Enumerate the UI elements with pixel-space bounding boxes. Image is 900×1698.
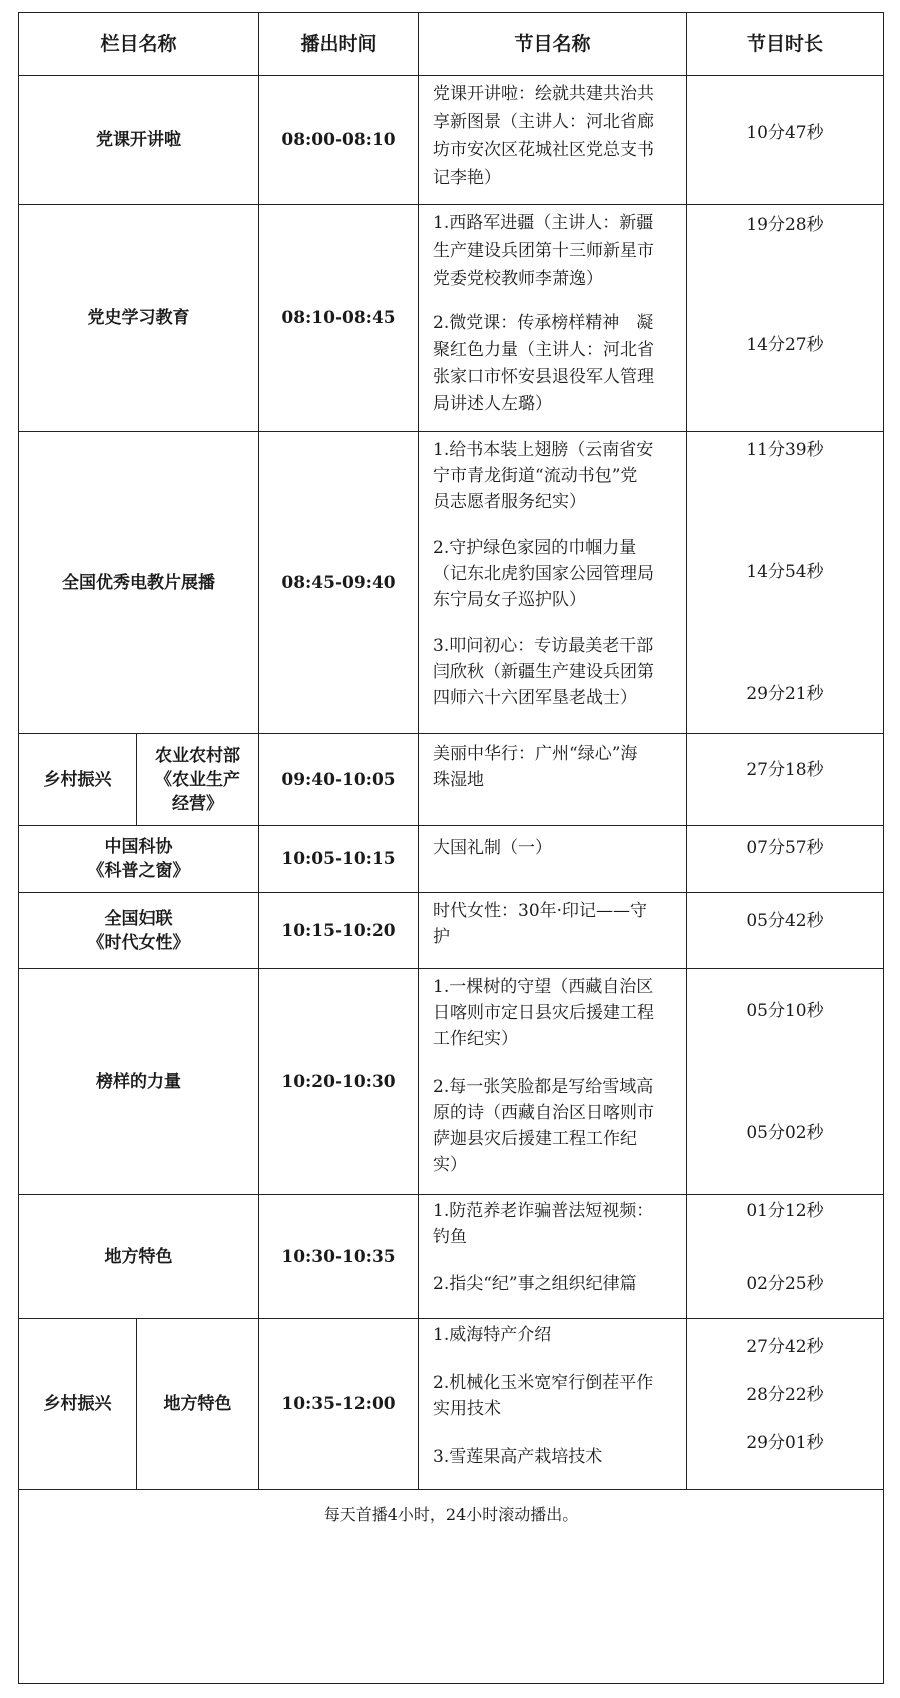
program-line: （记东北虎豹国家公园管理局 <box>433 564 654 584</box>
column-name-line: 中国科协 <box>104 837 173 857</box>
program-cell <box>419 968 687 1194</box>
program-cell <box>419 1194 687 1318</box>
column-name-cell <box>19 431 259 733</box>
program-line: 2.每一张笑脸都是写给雪域高 <box>433 1077 654 1097</box>
duration-cell <box>687 968 883 1194</box>
program-line: 萨迦县灾后援建工程工作纪 <box>433 1129 637 1149</box>
header-program-name <box>419 13 687 75</box>
duration-text: 01分12秒 <box>746 1201 824 1221</box>
duration-text: 05分42秒 <box>746 911 824 931</box>
program-line: 2.指尖“纪”事之组织纪律篇 <box>433 1274 637 1294</box>
subcolumn-line: 《农业生产 <box>155 769 240 790</box>
program-line: 3.叩问初心：专访最美老干部 <box>433 636 654 656</box>
duration-text: 29分01秒 <box>746 1433 824 1453</box>
column-name: 党课开讲啦 <box>96 130 181 150</box>
air-time-cell <box>259 733 419 825</box>
air-time-cell <box>259 431 419 733</box>
program-line: 3.雪莲果高产栽培技术 <box>433 1447 603 1467</box>
program-line: 2.机械化玉米宽窄行倒茬平作 <box>433 1373 654 1393</box>
subcolumn-name: 地方特色 <box>163 1394 232 1414</box>
column-name-line: 全国妇联 <box>104 908 173 929</box>
program-line: 实） <box>433 1155 467 1175</box>
duration-cell <box>687 75 883 204</box>
program-line: 生产建设兵团第十三师新星市 <box>433 241 654 261</box>
header-text: 播出时间 <box>300 33 377 55</box>
program-line: 美丽中华行：广州“绿心”海 <box>433 744 638 764</box>
subcolumn-name-cell <box>137 733 259 825</box>
duration-text: 14分54秒 <box>746 562 824 582</box>
column-name-cell <box>19 968 259 1194</box>
duration-text: 29分21秒 <box>746 684 824 704</box>
air-time: 08:00-08:10 <box>281 130 396 150</box>
duration-text: 11分39秒 <box>746 440 824 460</box>
program-cell <box>419 1318 687 1489</box>
duration-cell <box>687 1318 883 1489</box>
subcolumn-name-cell <box>137 1318 259 1489</box>
duration-text: 27分42秒 <box>746 1337 824 1357</box>
air-time-cell <box>259 892 419 968</box>
duration-text: 19分28秒 <box>746 215 824 235</box>
duration-cell <box>687 431 883 733</box>
program-line: 聚红色力量（主讲人：河北省 <box>433 340 654 360</box>
column-name-cell <box>19 204 259 431</box>
subcolumn-line: 农业农村部 <box>155 745 240 766</box>
column-name: 地方特色 <box>104 1246 173 1267</box>
program-line: 享新图景（主讲人：河北省廊 <box>433 112 654 132</box>
column-name: 全国优秀电教片展播 <box>62 572 215 593</box>
program-line: 日喀则市定日县灾后援建工程 <box>433 1003 654 1023</box>
subcolumn-line: 经营》 <box>172 793 223 814</box>
program-line: 1.威海特产介绍 <box>433 1325 552 1345</box>
air-time: 08:45-09:40 <box>281 572 396 593</box>
air-time-cell <box>259 1194 419 1318</box>
air-time: 08:10-08:45 <box>281 308 396 328</box>
column-name-cell <box>19 733 137 825</box>
program-line: 1.给书本装上翅膀（云南省安 <box>433 440 654 460</box>
duration-cell <box>687 825 883 892</box>
program-line: 大国礼制（一） <box>433 838 552 858</box>
duration-text: 02分25秒 <box>746 1274 824 1294</box>
duration-text: 14分27秒 <box>746 335 824 355</box>
footer-note <box>19 1489 883 1539</box>
duration-cell <box>687 733 883 825</box>
program-line: 闫欣秋（新疆生产建设兵团第 <box>433 662 654 682</box>
program-line: 钓鱼 <box>433 1227 467 1247</box>
program-cell <box>419 204 687 431</box>
air-time-cell <box>259 75 419 204</box>
duration-cell <box>687 204 883 431</box>
header-duration <box>687 13 883 75</box>
program-line: 实用技术 <box>433 1399 501 1419</box>
duration-text: 10分47秒 <box>746 123 824 143</box>
duration-text: 28分22秒 <box>746 1385 824 1405</box>
air-time-cell <box>259 825 419 892</box>
duration-text: 05分10秒 <box>746 1001 824 1021</box>
duration-cell <box>687 1194 883 1318</box>
column-name: 党史学习教育 <box>87 308 190 328</box>
program-cell <box>419 733 687 825</box>
program-line: 员志愿者服务纪实） <box>433 492 586 512</box>
air-time: 10:35-12:00 <box>281 1394 396 1414</box>
header-text: 节目时长 <box>746 33 823 55</box>
air-time: 10:05-10:15 <box>281 849 396 869</box>
program-cell <box>419 75 687 204</box>
program-line: 护 <box>433 927 450 947</box>
program-line: 珠湿地 <box>433 770 484 790</box>
column-name-line: 《科普之窗》 <box>87 861 190 881</box>
header-air-time <box>259 13 419 75</box>
program-cell <box>419 892 687 968</box>
column-name-cell <box>19 825 259 892</box>
program-line: 党委党校教师李萧逸） <box>433 269 603 289</box>
program-line: 2.微党课：传承榜样精神 凝 <box>433 313 654 333</box>
program-line: 局讲述人左璐） <box>433 394 552 414</box>
air-time: 09:40-10:05 <box>281 769 396 790</box>
header-text: 栏目名称 <box>100 33 177 55</box>
air-time: 10:15-10:20 <box>281 920 396 941</box>
column-name-cell <box>19 1194 259 1318</box>
column-name: 乡村振兴 <box>43 769 112 790</box>
program-cell <box>419 431 687 733</box>
column-name-cell <box>19 1318 137 1489</box>
footer-text: 每天首播4小时，24小时滚动播出。 <box>323 1504 579 1524</box>
air-time-cell <box>259 1318 419 1489</box>
duration-text: 27分18秒 <box>746 760 824 780</box>
program-cell <box>419 825 687 892</box>
air-time: 10:30-10:35 <box>281 1246 396 1267</box>
duration-cell <box>687 892 883 968</box>
column-name-cell <box>19 75 259 204</box>
program-line: 时代女性：30年·印记——守 <box>433 901 648 921</box>
header-text: 节目名称 <box>514 33 591 55</box>
header-column-name <box>19 13 259 75</box>
program-line: 1.西路军进疆（主讲人：新疆 <box>433 213 654 233</box>
column-name: 榜样的力量 <box>96 1071 181 1092</box>
program-line: 工作纪实） <box>433 1029 518 1049</box>
column-name-line: 《时代女性》 <box>87 932 190 953</box>
program-line: 坊市安次区花城社区党总支书 <box>433 140 654 160</box>
program-line: 党课开讲啦：绘就共建共治共 <box>433 84 654 104</box>
air-time: 10:20-10:30 <box>281 1071 396 1092</box>
program-line: 东宁局女子巡护队） <box>433 590 586 610</box>
program-line: 2.守护绿色家园的巾帼力量 <box>433 538 637 558</box>
air-time-cell <box>259 204 419 431</box>
schedule-table <box>18 12 884 1684</box>
program-line: 1.防范养老诈骗普法短视频： <box>433 1201 654 1221</box>
program-line: 四师六十六团军垦老战士） <box>433 688 637 708</box>
program-line: 记李艳） <box>433 168 501 188</box>
program-line: 宁市青龙街道“流动书包”党 <box>433 466 638 486</box>
duration-text: 07分57秒 <box>746 838 824 858</box>
column-name-cell <box>19 892 259 968</box>
column-name: 乡村振兴 <box>43 1394 112 1414</box>
duration-text: 05分02秒 <box>746 1123 824 1143</box>
program-line: 张家口市怀安县退役军人管理 <box>433 367 654 387</box>
program-line: 原的诗（西藏自治区日喀则市 <box>433 1103 654 1123</box>
program-line: 1.一棵树的守望（西藏自治区 <box>433 977 654 997</box>
air-time-cell <box>259 968 419 1194</box>
